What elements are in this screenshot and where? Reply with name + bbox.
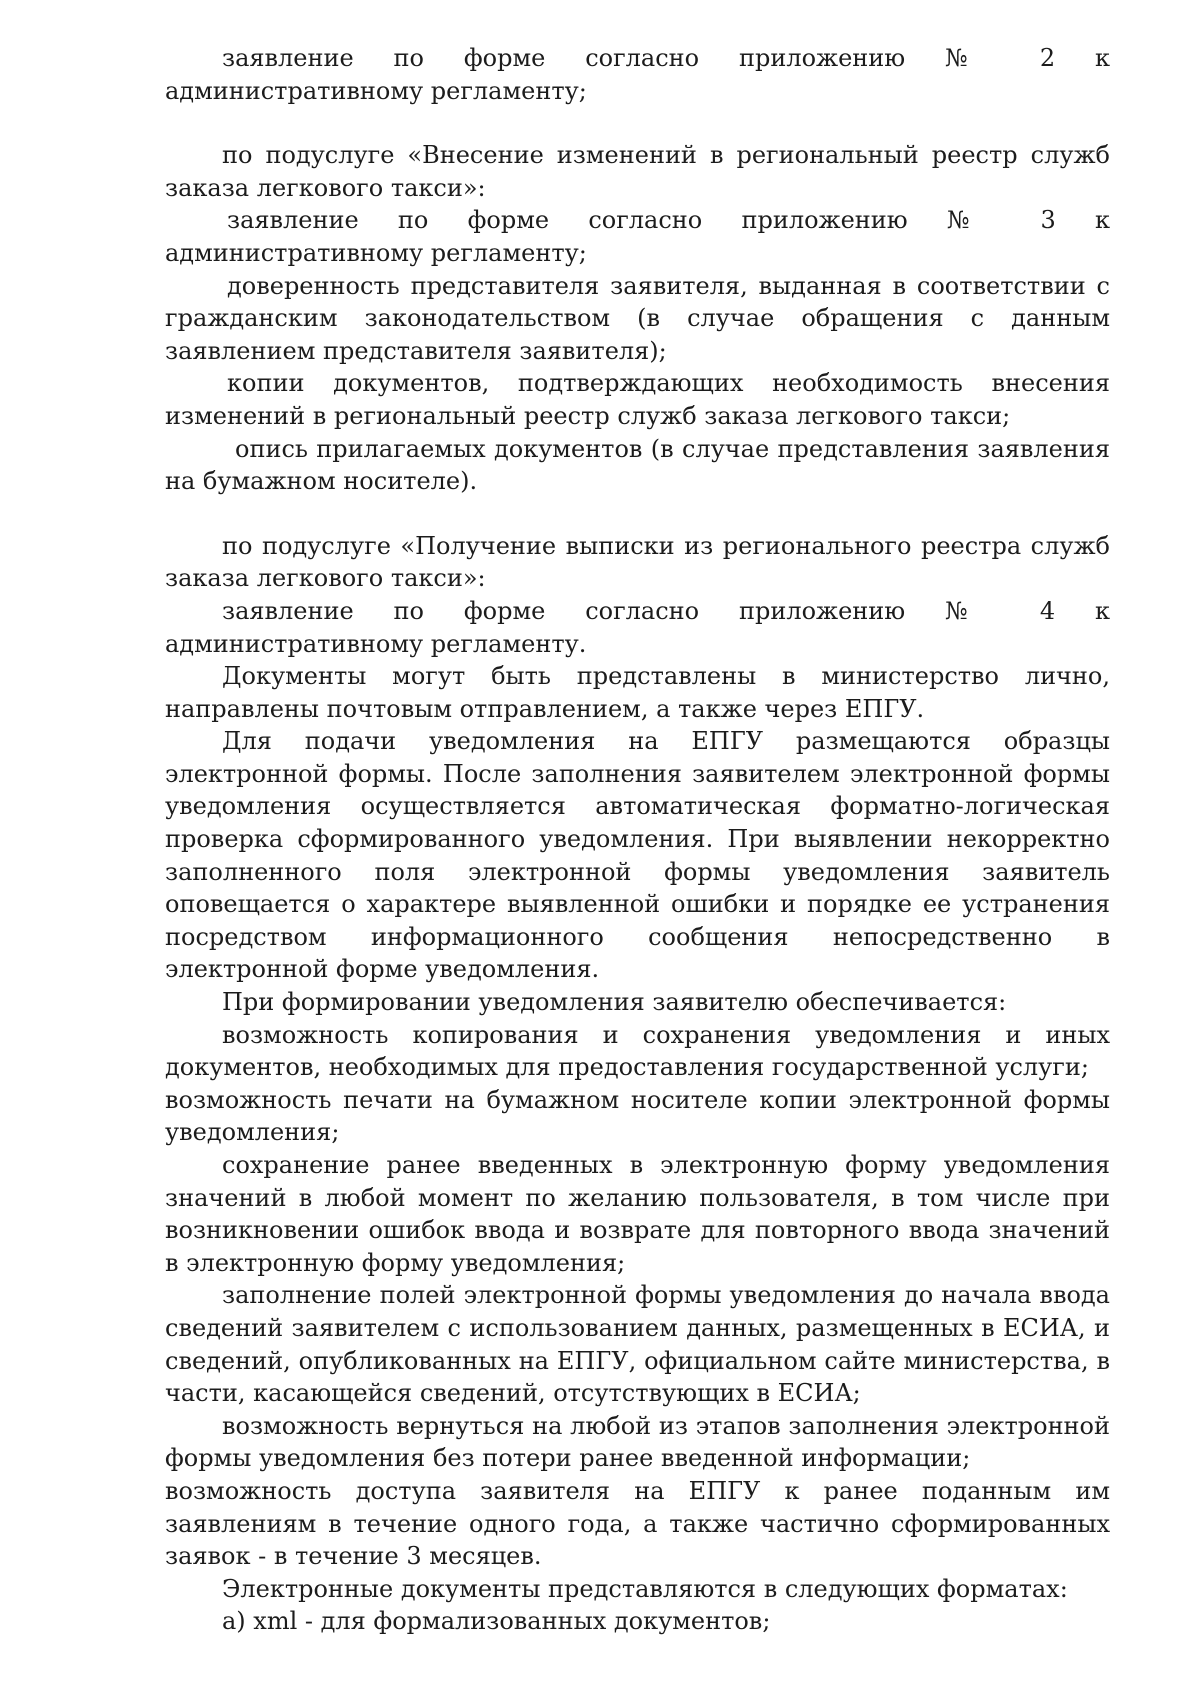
paragraph: опись прилагаемых документов (в случае представления заявления на бумажном носителе).	[165, 434, 1110, 496]
paragraph: сохранение ранее введенных в электронную форму уведомления значений в любой момент по желанию пользователя, в том числе при возникновении ошибок ввода и возврате для повторного ввода значений в электронную форму уведомления;	[165, 1151, 1110, 1277]
paragraph: Документы могут быть представлены в министерство лично, направлены почтовым отправлением, а также через ЕПГУ.	[165, 662, 1110, 723]
paragraph: заполнение полей электронной формы уведомления до начала ввода сведений заявителем с использованием данных, размещенных в ЕСИА, и сведений, опубликованных на ЕПГУ, официальном сайте министерства, в части, касающейся сведений, отсутствующих в ЕСИА;	[165, 1281, 1110, 1408]
paragraph: возможность копирования и сохранения уведомления и иных документов, необходимых для предоставления государственной услуги;	[165, 1020, 1110, 1082]
paragraph: заявление по форме согласно приложению № 2 к административному регламенту;	[165, 44, 1110, 105]
paragraph: заявление по форме согласно приложению № 4 к административному регламенту.	[165, 596, 1110, 658]
paragraph: Для подачи уведомления на ЕПГУ размещаются образцы электронной формы. После заполнения заявителем электронной формы уведомления осуществляется автоматическая форматно-логическая проверка сформированного уведомления. При выявлении некорректно заполненного поля электронной формы уведомления заявитель оповещается о характере выявленной ошибки и порядке ее устранения посредством информационного сообщения непосредственно в электронной форме уведомления.	[165, 727, 1110, 984]
paragraph: копии документов, подтверждающих необходимость внесения изменений в региональный реестр служб заказа легкового такси;	[165, 369, 1110, 430]
paragraph: возможность печати на бумажном носителе копии электронной формы уведомления;	[165, 1085, 1110, 1147]
paragraph: по подуслуге «Внесение изменений в региональный реестр служб заказа легкового такси»:	[165, 141, 1110, 202]
document-body	[165, 42, 1110, 1638]
paragraph: возможность вернуться на любой из этапов заполнения электронной формы уведомления без потери ранее введенной информации;	[165, 1411, 1110, 1473]
paragraph: по подуслуге «Получение выписки из регионального реестра служб заказа легкового такси»:	[165, 531, 1110, 593]
paragraph: а) xml - для формализованных документов;	[222, 1607, 771, 1636]
paragraph: При формировании уведомления заявителю обеспечивается:	[222, 988, 1007, 1017]
paragraph: возможность доступа заявителя на ЕПГУ к ранее поданным им заявлениям в течение одного года, а также частично сформированных заявок - в течение 3 месяцев.	[165, 1476, 1110, 1571]
paragraph: Электронные документы представляются в следующих форматах:	[222, 1574, 1068, 1603]
paragraph: заявление по форме согласно приложению № 3 к административному регламенту;	[165, 206, 1110, 267]
paragraph: доверенность представителя заявителя, выданная в соответствии с гражданским законодательством (в случае обращения с данным заявлением представителя заявителя);	[165, 271, 1110, 365]
